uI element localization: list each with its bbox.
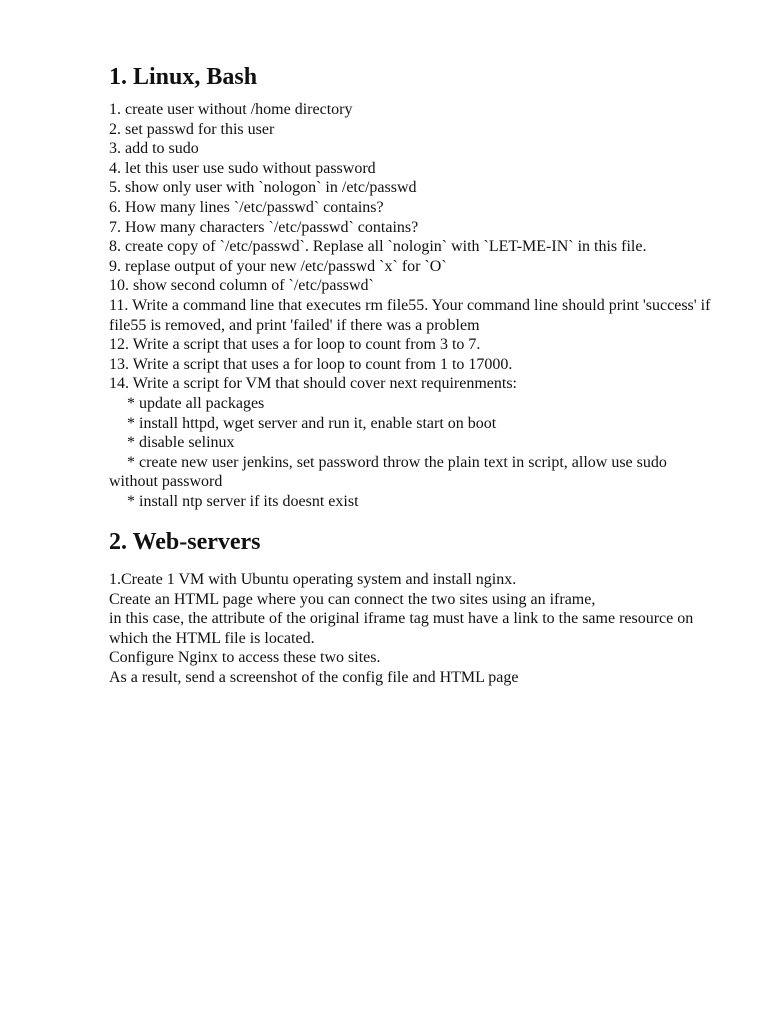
web-task-line-1: 1.Create 1 VM with Ubuntu operating system and install nginx. [109, 571, 517, 589]
web-task-line-4: Configure Nginx to access these two sites. [109, 649, 381, 667]
section-2-heading: 2. Web-servers [109, 529, 261, 556]
web-task-line-2: Create an HTML page where you can connect the two sites using an iframe, [109, 590, 596, 608]
requirement-5-text: * install ntp server if its doesnt exist [127, 492, 359, 510]
requirement-3-text: * disable selinux [127, 434, 235, 452]
task-item-8: 8. create copy of `/etc/passwd`. Replase all `nologin` with `LET-ME-IN` in this file. [109, 238, 647, 256]
spacer [109, 562, 719, 570]
task-item-14: 14. Write a script for VM that should cover next requirenments: [109, 375, 517, 393]
requirement-3 [109, 433, 719, 453]
requirement-1 [109, 394, 719, 414]
document-page [109, 66, 719, 688]
requirement-1-text: * update all packages [127, 394, 265, 412]
task-item-4: 4. let this user use sudo without password [109, 159, 376, 177]
requirement-5 [109, 492, 719, 512]
task-item-12: 12. Write a script that uses a for loop to count from 3 to 7. [109, 336, 481, 354]
requirement-4 [109, 453, 719, 492]
section-2-body [109, 570, 719, 688]
task-item-1: 1. create user without /home directory [109, 101, 353, 118]
requirement-4-text: * create new user jenkins, set password throw the plain text in script, allow use sudo without password [109, 453, 671, 491]
task-item-10: 10. show second column of `/etc/passwd` [109, 277, 374, 295]
task-item-11: 11. Write a command line that executes rm file55. Your command line should print 'success' if file55 is removed, and print 'failed' if there was a problem [109, 296, 715, 334]
task-item-3: 3. add to sudo [109, 140, 199, 158]
requirement-2-text: * install httpd, wget server and run it, enable start on boot [127, 414, 497, 432]
task-item-6: 6. How many lines `/etc/passwd` contains? [109, 198, 384, 216]
web-task-line-5: As a result, send a screenshot of the config file and HTML page [109, 669, 519, 687]
task-item-9: 9. replase output of your new /etc/passwd `x` for `O` [109, 257, 447, 275]
task-item-7: 7. How many characters `/etc/passwd` contains? [109, 218, 419, 236]
section-1-heading: 1. Linux, Bash [109, 64, 258, 90]
section-1-task-list [109, 100, 719, 511]
task-item-5: 5. show only user with `nologon` in /etc/passwd [109, 179, 417, 197]
requirement-2 [109, 414, 719, 434]
task-item-13: 13. Write a script that uses a for loop to count from 1 to 17000. [109, 355, 513, 373]
task-item-2: 2. set passwd for this user [109, 120, 275, 138]
web-task-line-3: in this case, the attribute of the original iframe tag must have a link to the same resource on which the HTML file is located. [109, 610, 698, 647]
